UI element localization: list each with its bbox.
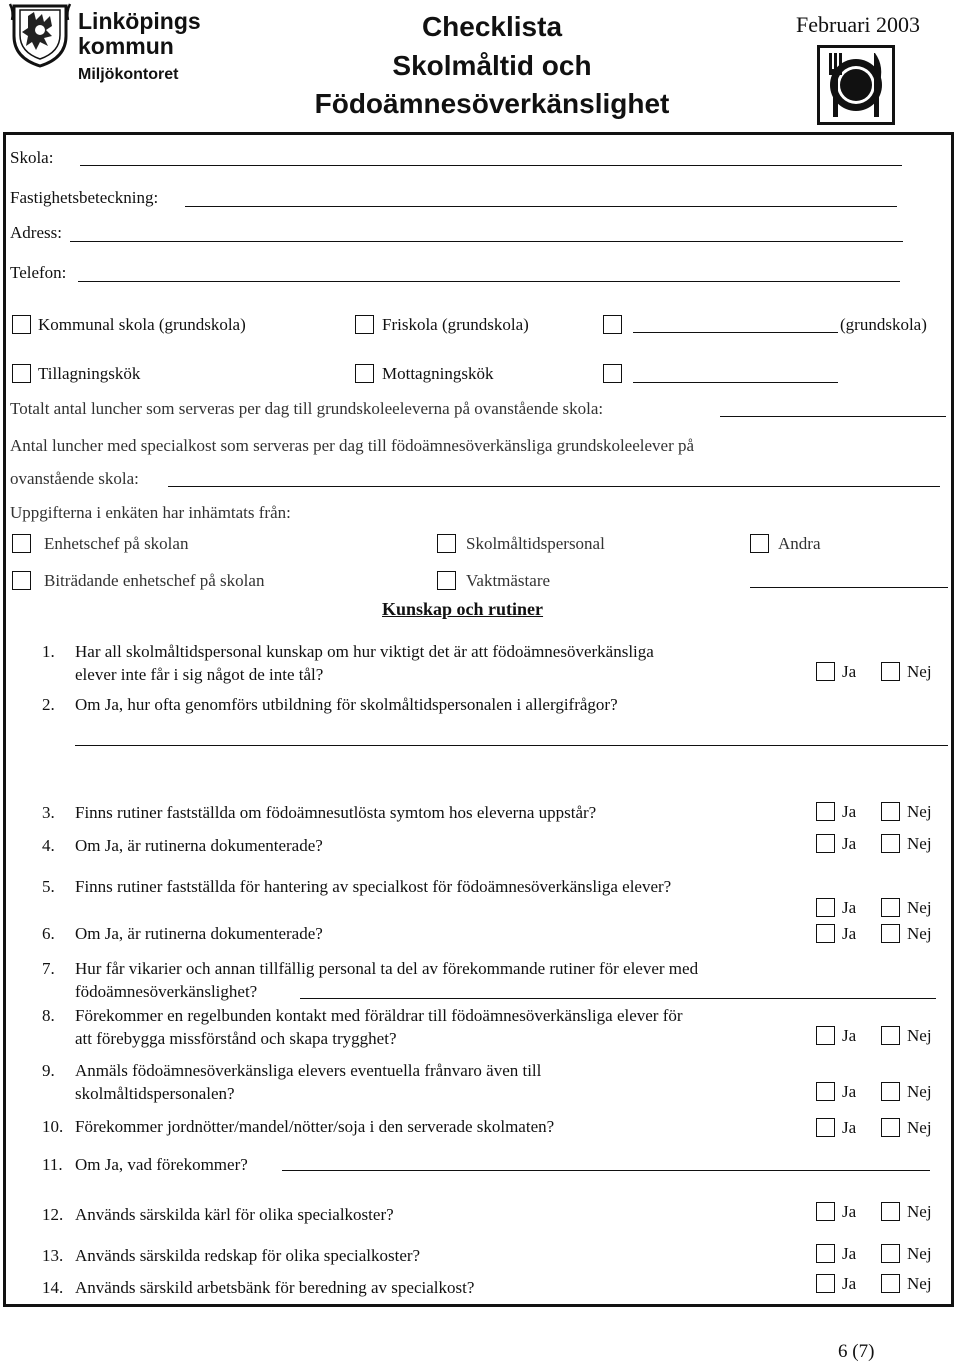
question-6: [42, 922, 802, 946]
label-enhetschef: Enhetschef på skolan: [44, 534, 189, 553]
checkbox-skolmaltidspersonal[interactable]: [437, 534, 456, 553]
checkbox-ja-q13[interactable]: [816, 1244, 835, 1263]
phone-input-line[interactable]: [78, 281, 900, 282]
checkbox-nej-q12[interactable]: [881, 1202, 900, 1221]
label-nej: Nej: [907, 834, 932, 853]
question-text-line: Om Ja, vad förekommer?: [75, 1155, 248, 1174]
label-mottagningskok: Mottagningskök: [382, 364, 494, 383]
question-text-line: Hur får vikarier och annan tillfällig personal ta del av förekommande rutiner för elever med: [75, 959, 699, 978]
label-ja: Ja: [842, 1274, 857, 1293]
question-text-line: att förebygga missförstånd och skapa trygghet?: [75, 1029, 397, 1048]
checkbox-nej-q4[interactable]: [881, 834, 900, 853]
checkbox-nej-q14[interactable]: [881, 1274, 900, 1293]
label-ja: Ja: [842, 1202, 857, 1221]
label-friskola: Friskola (grundskola): [382, 315, 529, 334]
checkbox-ja-q12[interactable]: [816, 1202, 835, 1221]
checkbox-enhetschef[interactable]: [12, 534, 31, 553]
total-lunches-label: Totalt antal luncher som serveras per dag till grundskoleeleverna på ovanstående skola:: [10, 399, 604, 418]
checkbox-nej-q9[interactable]: [881, 1082, 900, 1101]
checkbox-ja-q8[interactable]: [816, 1026, 835, 1045]
document-date: Februari 2003: [796, 12, 921, 37]
checkbox-tillagningskok[interactable]: [12, 364, 31, 383]
question-1: [42, 640, 802, 688]
question-number: 14.: [42, 1278, 64, 1297]
question-text-line: Om Ja, är rutinerna dokumenterade?: [75, 924, 323, 943]
question-text-line: elever inte får i sig något de inte tål?: [75, 665, 324, 684]
label-nej: Nej: [907, 662, 932, 681]
label-andra: Andra: [778, 534, 821, 553]
question-text-line: Används särskilda kärl för olika specialkoster?: [75, 1205, 394, 1224]
checkbox-kommunal[interactable]: [12, 315, 31, 334]
page-number: 6 (7): [838, 1341, 875, 1362]
question-5: [42, 875, 802, 899]
checkbox-nej-q3[interactable]: [881, 802, 900, 821]
other-kitchen-input-line[interactable]: [633, 382, 838, 383]
label-ja: Ja: [842, 924, 857, 943]
label-ja: Ja: [842, 1026, 857, 1045]
label-nej: Nej: [907, 1118, 932, 1137]
checkbox-friskola[interactable]: [355, 315, 374, 334]
address-label: Adress:: [10, 223, 62, 242]
checkbox-nej-q10[interactable]: [881, 1118, 900, 1137]
label-ja: Ja: [842, 1082, 857, 1101]
checkbox-ja-q5[interactable]: [816, 898, 835, 917]
question-number: 11.: [42, 1155, 63, 1174]
page-title: [302, 8, 682, 124]
question-number: 12.: [42, 1205, 64, 1224]
question-text-line: Används särskild arbetsbänk för beredning av specialkost?: [75, 1278, 475, 1297]
question-4: [42, 834, 802, 858]
checkbox-mottagningskok[interactable]: [355, 364, 374, 383]
school-label: Skola:: [10, 148, 54, 167]
org-name-line2: kommun: [78, 33, 174, 59]
label-nej: Nej: [907, 1202, 932, 1221]
question-text-line: Finns rutiner fastställda för hantering av specialkost för födoämnesöverkänsliga elever?: [75, 877, 672, 896]
plate-fork-knife-icon: [817, 45, 895, 125]
question-number: 9.: [42, 1061, 55, 1080]
checkbox-andra[interactable]: [750, 534, 769, 553]
checkbox-ja-q4[interactable]: [816, 834, 835, 853]
question-text-line: Används särskilda redskap för olika specialkoster?: [75, 1246, 421, 1265]
title-line-1: Checklista: [421, 11, 563, 42]
checkbox-other-school[interactable]: [603, 315, 622, 334]
phone-label: Telefon:: [10, 263, 67, 282]
question-13: [42, 1244, 802, 1268]
title-line-3: Födoämnesöverkänslighet: [314, 88, 670, 119]
question-number: 2.: [42, 695, 55, 714]
special-lunches-input-line[interactable]: [168, 486, 940, 487]
checkbox-bitradande[interactable]: [12, 571, 31, 590]
org-name: [78, 9, 201, 59]
question-text-line: Förekommer en regelbunden kontakt med föräldrar till födoämnesöverkänsliga elever för: [75, 1006, 683, 1025]
checkbox-vaktmastare[interactable]: [437, 571, 456, 590]
checkbox-ja-q9[interactable]: [816, 1082, 835, 1101]
label-nej: Nej: [907, 1244, 932, 1263]
label-kommunal: Kommunal skola (grundskola): [38, 315, 246, 334]
question-text-line: Har all skolmåltidspersonal kunskap om hur viktigt det är att födoämnesöverkänsliga: [75, 642, 654, 661]
checkbox-nej-q5[interactable]: [881, 898, 900, 917]
answer-line-q2[interactable]: [75, 745, 948, 746]
label-tillagningskok: Tillagningskök: [38, 364, 141, 383]
total-lunches-input-line[interactable]: [720, 416, 946, 417]
label-vaktmastare: Vaktmästare: [466, 571, 551, 590]
checkbox-ja-q10[interactable]: [816, 1118, 835, 1137]
address-input-line[interactable]: [70, 241, 903, 242]
checkbox-nej-q1[interactable]: [881, 662, 900, 681]
checkbox-nej-q6[interactable]: [881, 924, 900, 943]
checkbox-ja-q14[interactable]: [816, 1274, 835, 1293]
label-ja: Ja: [842, 1244, 857, 1263]
question-text-line: Förekommer jordnötter/mandel/nötter/soja i den serverade skolmaten?: [75, 1117, 555, 1136]
label-ja: Ja: [842, 834, 857, 853]
property-label: Fastighetsbeteckning:: [10, 188, 159, 207]
question-9: [42, 1059, 802, 1107]
special-lunches-label-1: Antal luncher med specialkost som serveras per dag till födoämnesöverkänsliga grundskoleelever på: [10, 436, 695, 455]
label-nej: Nej: [907, 898, 932, 917]
label-ja: Ja: [842, 802, 857, 821]
label-ja: Ja: [842, 662, 857, 681]
checkbox-nej-q8[interactable]: [881, 1026, 900, 1045]
question-text-line: Om Ja, hur ofta genomförs utbildning för skolmåltidspersonalen i allergifrågor?: [75, 695, 618, 714]
checkbox-ja-q3[interactable]: [816, 802, 835, 821]
other-school-input-line[interactable]: [633, 332, 838, 333]
label-bitradande: Biträdande enhetschef på skolan: [44, 571, 265, 590]
question-text-line: Om Ja, är rutinerna dokumenterade?: [75, 836, 323, 855]
question-number: 5.: [42, 877, 55, 896]
question-number: 6.: [42, 924, 55, 943]
checkbox-ja-q6[interactable]: [816, 924, 835, 943]
question-3: [42, 801, 802, 825]
question-8: [42, 1004, 802, 1052]
source-heading: Uppgifterna i enkäten har inhämtats från:: [10, 503, 291, 522]
label-nej: Nej: [907, 802, 932, 821]
org-department: Miljökontoret: [78, 66, 179, 83]
label-nej: Nej: [907, 1026, 932, 1045]
answer-line-q7[interactable]: [300, 998, 936, 999]
property-input-line[interactable]: [185, 206, 897, 207]
question-text-line: Finns rutiner fastställda om födoämnesutlösta symtom hos eleverna uppstår?: [75, 803, 597, 822]
checkbox-ja-q1[interactable]: [816, 662, 835, 681]
label-ja: Ja: [842, 898, 857, 917]
question-10: [42, 1115, 802, 1139]
question-number: 1.: [42, 642, 55, 661]
question-number: 3.: [42, 803, 55, 822]
linkoping-coat-of-arms-icon: [8, 2, 72, 68]
question-11: [42, 1153, 802, 1177]
label-skolmaltidspersonal: Skolmåltidspersonal: [466, 534, 605, 553]
question-text-line: födoämnesöverkänslighet?: [75, 982, 258, 1001]
title-line-2: Skolmåltid och: [392, 49, 592, 81]
question-12: [42, 1203, 802, 1227]
answer-line-q11[interactable]: [282, 1170, 930, 1171]
question-number: 10.: [42, 1117, 64, 1136]
question-14: [42, 1276, 802, 1300]
other-source-input-line[interactable]: [750, 587, 948, 588]
question-number: 4.: [42, 836, 55, 855]
label-other-school-suffix: (grundskola): [840, 315, 927, 334]
special-lunches-label-2: ovanstående skola:: [10, 469, 139, 488]
checkbox-nej-q13[interactable]: [881, 1244, 900, 1263]
label-nej: Nej: [907, 1274, 932, 1293]
checkbox-other-kitchen[interactable]: [603, 364, 622, 383]
question-2: [42, 693, 802, 717]
label-ja: Ja: [842, 1118, 857, 1137]
question-text-line: Anmäls födoämnesöverkänsliga elevers eventuella frånvaro även till: [75, 1061, 542, 1080]
question-text-line: skolmåltidspersonalen?: [75, 1084, 235, 1103]
label-nej: Nej: [907, 924, 932, 943]
school-input-line[interactable]: [80, 165, 902, 166]
section-title: Kunskap och rutiner: [382, 599, 544, 619]
label-nej: Nej: [907, 1082, 932, 1101]
question-number: 7.: [42, 959, 55, 978]
question-number: 8.: [42, 1006, 55, 1025]
question-number: 13.: [42, 1246, 64, 1265]
org-name-line1: Linköpings: [78, 8, 201, 34]
